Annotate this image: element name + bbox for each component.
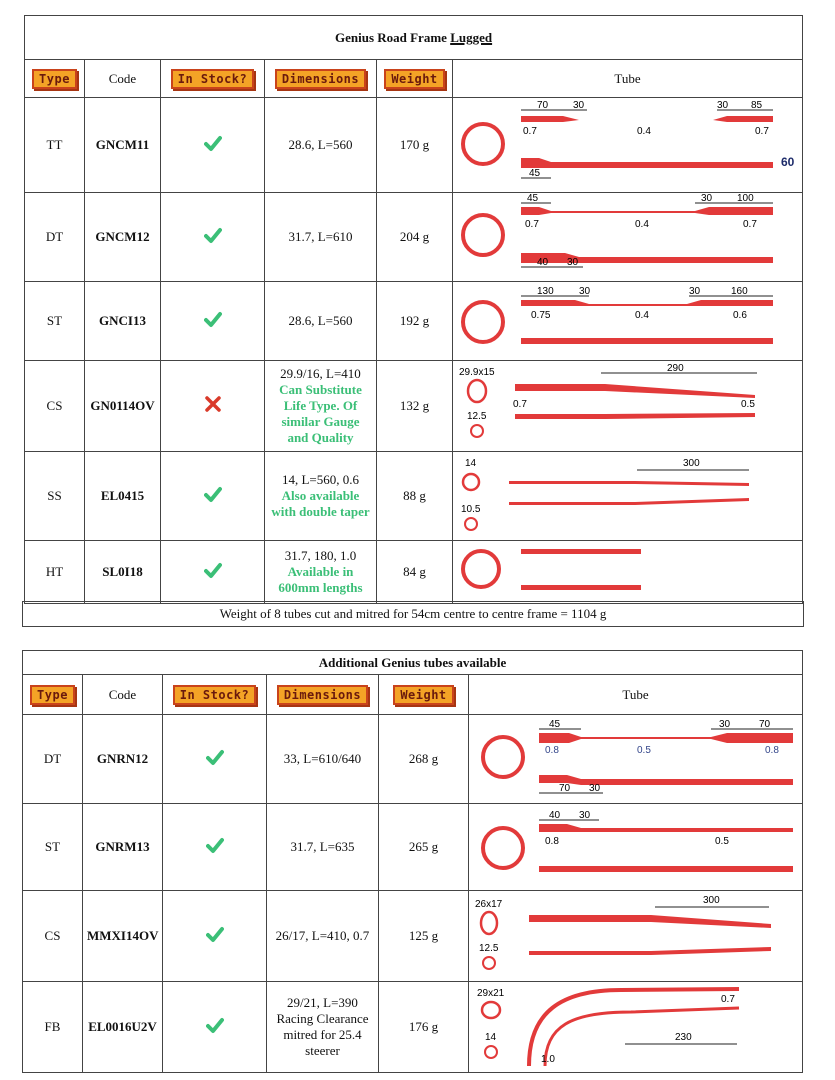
dimensions-cell xyxy=(265,361,377,452)
stock-cell xyxy=(163,982,267,1073)
label: 12.5 xyxy=(478,943,498,954)
stock-cell xyxy=(163,804,267,891)
dimensions-cell xyxy=(267,982,379,1073)
check-icon xyxy=(206,836,224,854)
weight-cell: 265 g xyxy=(379,804,469,891)
title-emphasis: Lugged xyxy=(450,29,493,45)
type-cell: ST xyxy=(23,804,83,891)
tube-diagram-cell xyxy=(453,282,803,361)
header-in-stock: In Stock? xyxy=(171,69,255,89)
label: 0.6 xyxy=(732,310,747,321)
tube-diagram-st2 xyxy=(471,804,801,886)
label: 26x17 xyxy=(474,899,502,910)
dimensions-cell: 31.7, L=610 xyxy=(265,193,377,282)
table-title: Additional Genius tubes available xyxy=(23,651,803,675)
weight-cell: 204 g xyxy=(377,193,453,282)
table-row xyxy=(23,715,803,804)
table-row xyxy=(25,452,803,541)
code-cell: GNCI13 xyxy=(85,282,161,361)
label: 40 xyxy=(536,257,548,268)
tube-diagram-cell xyxy=(453,193,803,282)
dimension-line: 29.9/16, L=410 xyxy=(280,366,361,381)
table-row xyxy=(23,891,803,982)
label: 0.4 xyxy=(636,126,651,137)
table-row xyxy=(25,282,803,361)
dimension-line: Racing Clearance xyxy=(276,1011,369,1026)
check-icon xyxy=(206,1016,224,1034)
code-cell: GN0114OV xyxy=(85,361,161,452)
table-row xyxy=(25,193,803,282)
type-cell: DT xyxy=(23,715,83,804)
weight-cell: 125 g xyxy=(379,891,469,982)
label: 0.8 xyxy=(544,836,559,847)
header-row xyxy=(23,675,803,715)
tube-diagram-cell xyxy=(453,452,803,541)
stock-cell xyxy=(161,541,265,604)
label: 70 xyxy=(758,719,770,730)
header-dimensions: Dimensions xyxy=(277,685,368,705)
label: 30 xyxy=(572,100,584,111)
code-cell: EL0415 xyxy=(85,452,161,541)
weight-cell: 84 g xyxy=(377,541,453,604)
check-icon xyxy=(204,226,222,244)
code-cell: GNRM13 xyxy=(83,804,163,891)
tube-diagram-cell xyxy=(469,715,803,804)
header-row xyxy=(25,60,803,98)
tube-diagram-ss xyxy=(455,452,801,536)
label: 30 xyxy=(588,783,600,794)
label: 14 xyxy=(464,458,476,469)
label: 130 xyxy=(536,286,554,297)
dimensions-cell: 28.6, L=560 xyxy=(265,282,377,361)
label: 70 xyxy=(558,783,570,794)
weight-cell: 170 g xyxy=(377,98,453,193)
label: 12.5 xyxy=(466,411,486,422)
substitute-note: Can Substitute xyxy=(279,382,362,397)
code-cell: EL0016U2V xyxy=(83,982,163,1073)
tube-diagram-cell xyxy=(453,361,803,452)
label: 230 xyxy=(674,1032,692,1043)
stock-cell xyxy=(163,891,267,982)
label: 0.7 xyxy=(754,126,769,137)
availability-note: Also available xyxy=(281,488,360,503)
table-row xyxy=(25,361,803,452)
tube-diagram-ht xyxy=(455,541,801,599)
header-type: Type xyxy=(32,69,77,89)
availability-note: Available in xyxy=(287,564,354,579)
header-dimensions: Dimensions xyxy=(275,69,366,89)
label: 29x21 xyxy=(476,988,504,999)
tube-diagram-tt xyxy=(455,98,801,188)
type-cell: TT xyxy=(25,98,85,193)
label: 0.7 xyxy=(512,399,527,410)
label: 160 xyxy=(730,286,748,297)
code-cell: MMXI14OV xyxy=(83,891,163,982)
label: 0.4 xyxy=(634,310,649,321)
code-cell: GNCM12 xyxy=(85,193,161,282)
stock-cell xyxy=(161,282,265,361)
label: 45 xyxy=(528,168,540,179)
tube-diagram-cell xyxy=(453,98,803,193)
weight-cell: 132 g xyxy=(377,361,453,452)
label: 0.5 xyxy=(714,836,729,847)
label: 0.8 xyxy=(544,745,559,756)
stock-cell xyxy=(161,452,265,541)
type-cell: CS xyxy=(23,891,83,982)
header-tube: Tube xyxy=(453,60,803,98)
label: 0.7 xyxy=(522,126,537,137)
tube-diagram-cell xyxy=(469,891,803,982)
label: 0.5 xyxy=(636,745,651,756)
label: 0.7 xyxy=(524,219,539,230)
label: 45 xyxy=(526,193,538,204)
availability-note: 600mm lengths xyxy=(278,580,363,595)
weight-cell: 176 g xyxy=(379,982,469,1073)
label: 30 xyxy=(716,100,728,111)
substitute-note: and Quality xyxy=(287,430,354,445)
dimension-line: 31.7, 180, 1.0 xyxy=(284,548,357,563)
label: 290 xyxy=(666,363,684,374)
type-cell: ST xyxy=(25,282,85,361)
type-cell: HT xyxy=(25,541,85,604)
dimensions-cell xyxy=(265,452,377,541)
weight-cell: 268 g xyxy=(379,715,469,804)
code-cell: SL0I18 xyxy=(85,541,161,604)
label: 1.0 xyxy=(540,1054,555,1065)
label: 30 xyxy=(566,257,578,268)
check-icon xyxy=(206,748,224,766)
code-cell: GNRN12 xyxy=(83,715,163,804)
check-icon xyxy=(204,134,222,152)
table-row xyxy=(23,804,803,891)
tube-diagram-dt2 xyxy=(471,715,801,799)
type-cell: CS xyxy=(25,361,85,452)
label: 300 xyxy=(682,458,700,469)
label: 30 xyxy=(718,719,730,730)
label: 45 xyxy=(548,719,560,730)
label: 85 xyxy=(750,100,762,111)
label: 14 xyxy=(484,1032,496,1043)
header-weight: Weight xyxy=(393,685,453,705)
code-cell: GNCM11 xyxy=(85,98,161,193)
dimensions-cell: 33, L=610/640 xyxy=(267,715,379,804)
tube-diagram-cell xyxy=(453,541,803,604)
label: 0.4 xyxy=(634,219,649,230)
check-icon xyxy=(204,561,222,579)
tube-diagram-cs2 xyxy=(471,891,801,977)
additional-tubes-table xyxy=(22,650,803,1073)
label: 30 xyxy=(688,286,700,297)
weight-cell: 88 g xyxy=(377,452,453,541)
label: 29.9x15 xyxy=(458,367,495,378)
label: 300 xyxy=(702,895,720,906)
header-code: Code xyxy=(83,675,163,715)
stock-cell xyxy=(161,193,265,282)
label: 70 xyxy=(536,100,548,111)
header-in-stock: In Stock? xyxy=(173,685,257,705)
label: 30 xyxy=(578,810,590,821)
availability-note: with double taper xyxy=(271,504,370,519)
dimensions-cell: 26/17, L=410, 0.7 xyxy=(267,891,379,982)
label: 40 xyxy=(548,810,560,821)
header-code: Code xyxy=(85,60,161,98)
tube-diagram-dt xyxy=(455,193,801,277)
tube-diagram-cell xyxy=(469,982,803,1073)
type-cell: FB xyxy=(23,982,83,1073)
tube-diagram-cs xyxy=(455,361,801,447)
check-icon xyxy=(204,310,222,328)
dimension-line: 14, L=560, 0.6 xyxy=(281,472,360,487)
dimension-line: steerer xyxy=(305,1043,340,1058)
label: 30 xyxy=(700,193,712,204)
substitute-note: Life Type. Of xyxy=(283,398,358,413)
total-weight-note: Weight of 8 tubes cut and mitred for 54cm centre to centre frame = 1104 g xyxy=(22,601,804,627)
label: 60 xyxy=(780,155,794,169)
dimensions-cell: 28.6, L=560 xyxy=(265,98,377,193)
label: 0.5 xyxy=(740,399,755,410)
check-icon xyxy=(204,485,222,503)
cross-icon xyxy=(204,395,222,413)
label: 0.7 xyxy=(742,219,757,230)
tube-diagram-cell xyxy=(469,804,803,891)
header-weight: Weight xyxy=(384,69,444,89)
tube-diagram-st xyxy=(455,282,801,356)
table-row xyxy=(23,982,803,1073)
header-tube: Tube xyxy=(469,675,803,715)
label: 10.5 xyxy=(460,504,480,515)
label: 30 xyxy=(578,286,590,297)
label: 100 xyxy=(736,193,754,204)
header-type: Type xyxy=(30,685,75,705)
tube-diagram-fb xyxy=(471,982,801,1068)
table-row xyxy=(25,541,803,604)
type-cell: SS xyxy=(25,452,85,541)
label: 0.8 xyxy=(764,745,779,756)
stock-cell xyxy=(161,361,265,452)
check-icon xyxy=(206,925,224,943)
table-title xyxy=(25,16,803,60)
genius-road-frame-table xyxy=(24,15,803,604)
dimensions-cell: 31.7, L=635 xyxy=(267,804,379,891)
type-cell: DT xyxy=(25,193,85,282)
substitute-note: similar Gauge xyxy=(281,414,360,429)
dimension-line: 29/21, L=390 xyxy=(287,995,358,1010)
stock-cell xyxy=(161,98,265,193)
label: 0.7 xyxy=(720,994,735,1005)
label: 0.75 xyxy=(530,310,550,321)
stock-cell xyxy=(163,715,267,804)
dimension-line: mitred for 25.4 xyxy=(283,1027,362,1042)
weight-cell: 192 g xyxy=(377,282,453,361)
table-row xyxy=(25,98,803,193)
dimensions-cell xyxy=(265,541,377,604)
title-text: Genius Road Frame xyxy=(334,29,451,45)
